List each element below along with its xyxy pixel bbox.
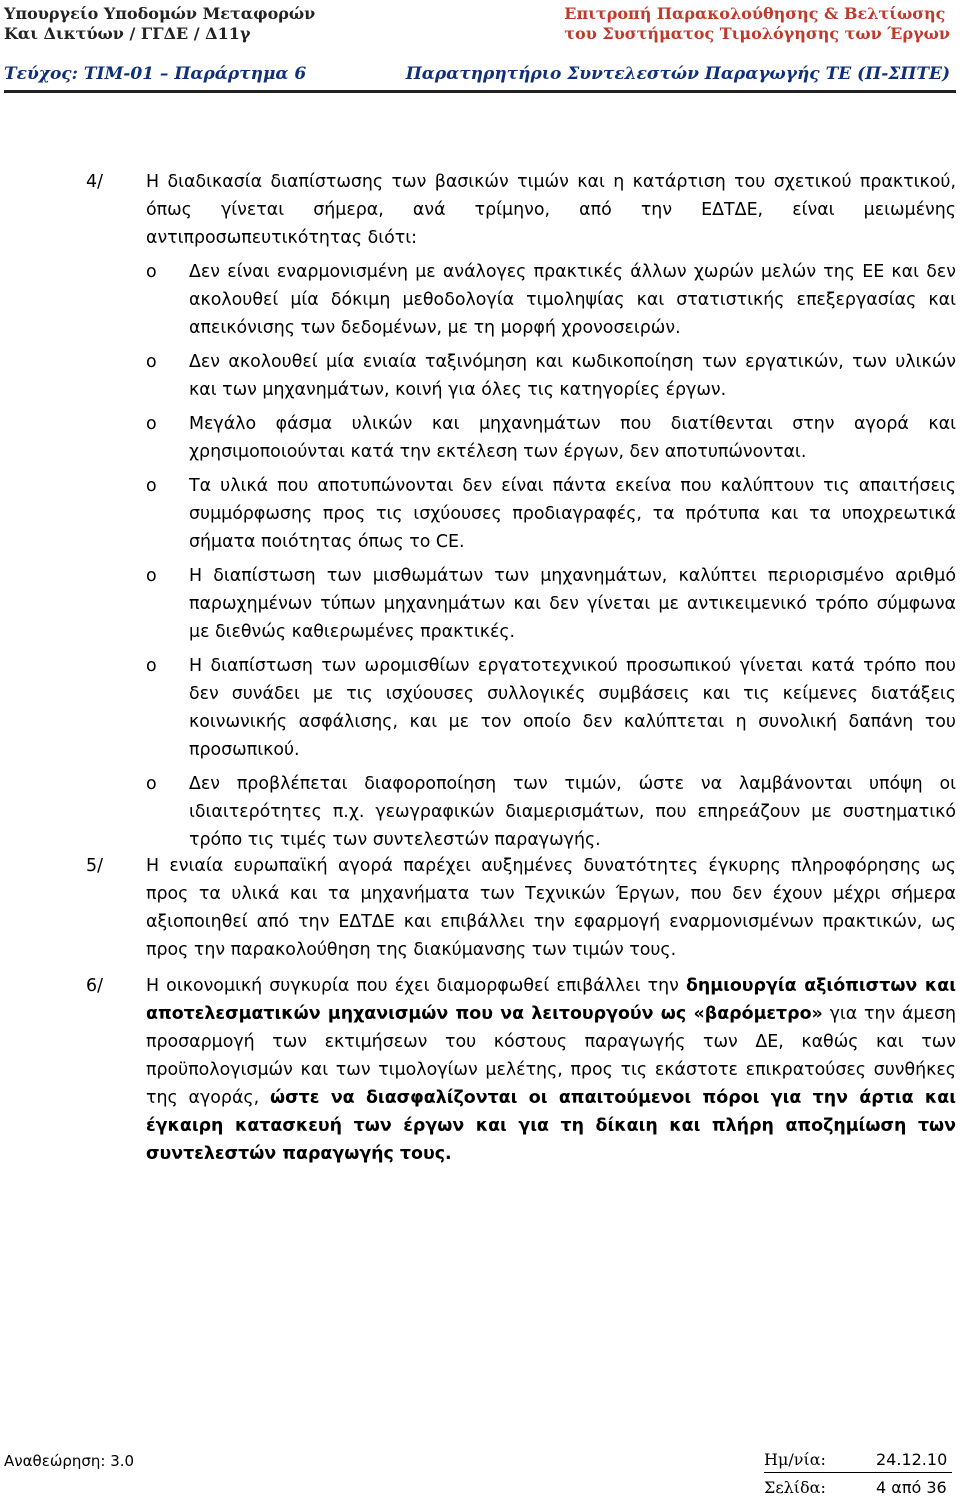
header-committee-line2: του Συστήματος Τιμολόγησης των Έργων — [564, 24, 950, 43]
paragraph-5-body — [86, 852, 956, 964]
header-divider — [4, 90, 956, 93]
list-item-text: Τα υλικά που αποτυπώνονται δεν είναι πάντα εκείνα που καλύπτουν τις απαιτήσεις συμμόρφωσης προς τις ισχύουσες προδιαγραφές, τα πρότυπα και τα υποχρεωτικά σήματα ποιότητας όπως το CE. — [189, 476, 956, 552]
paragraph-4-intro — [86, 168, 956, 252]
bullet-marker: o — [146, 414, 157, 434]
paragraph-4-number: 4/ — [86, 172, 103, 192]
header-committee-line1: Επιτροπή Παρακολούθησης & Βελτίωσης — [564, 4, 946, 23]
bullet-marker: o — [146, 262, 157, 282]
list-item-text: Η διαπίστωση των ωρομισθίων εργατοτεχνικού προσωπικού γίνεται κατά τρόπο που δεν συνάδει με τις ισχύουσες συλλογικές συμβάσεις και τις κείμενες διατάξεις κοινωνικής ασφάλισης, και με τον οποίο δεν καλύπτεται η συνολική δαπάνη του προσωπικού. — [189, 656, 956, 760]
list-item-text: Δεν ακολουθεί μία ενιαία ταξινόμηση και κωδικοποίηση των εργατικών, των υλικών και των μηχανημάτων, κοινή για όλες τις κατηγορίες έργων. — [189, 352, 956, 400]
paragraph-4-text: Η διαδικασία διαπίστωσης των βασικών τιμών και η κατάρτιση του σχετικού πρακτικού, όπως γίνεται σήμερα, ανά τρίμηνο, από την ΕΔΤΔΕ, είναι μειωμένης αντιπροσωπευτικότητας διότι: — [146, 172, 956, 248]
observatory-title: Παρατηρητήριο Συντελεστών Παραγωγής ΤΕ (Π-ΣΠΤΕ) — [405, 64, 950, 84]
list-item-text: Η διαπίστωση των μισθωμάτων των μηχανημάτων, καλύπτει περιορισμένο αριθμό παρωχημένων τύπων μηχανημάτων και δεν γίνεται με αντικειμενικό τρόπο σύμφωνα με διεθνώς καθιερωμένες πρακτικές. — [189, 566, 956, 642]
list-item — [146, 472, 956, 556]
list-item-text: Μεγάλο φάσμα υλικών και μηχανημάτων που διατίθενται στην αγορά και χρησιμοποιούνται κατά την εκτέλεση των έργων, δεν αποτυπώνονται. — [189, 414, 956, 462]
list-item-text: Δεν προβλέπεται διαφοροποίηση των τιμών, ώστε να λαμβάνονται υπόψη οι ιδιαιτερότητες π.χ. γεωγραφικών διαμερισμάτων, που επηρεάζουν με συστηματικό τρόπο τις τιμές των συντελεστών παραγωγής. — [189, 774, 956, 850]
page-label: Σελίδα: — [764, 1478, 826, 1497]
header-ministry — [4, 4, 315, 44]
paragraph-5 — [86, 852, 956, 964]
footer-divider — [764, 1472, 952, 1473]
document-issue-label: Τεύχος: ΤΙΜ-01 – Παράρτημα 6 — [4, 64, 307, 84]
footer-meta — [764, 1446, 947, 1502]
paragraph-6-text — [146, 972, 956, 1168]
footer-page-row — [764, 1474, 947, 1502]
paragraph-6 — [86, 972, 956, 1168]
paragraph-4-bullet-list — [86, 258, 956, 854]
bullet-marker: o — [146, 774, 157, 794]
header-committee — [564, 4, 950, 44]
list-item — [146, 562, 956, 646]
bullet-marker: o — [146, 566, 157, 586]
paragraph-6-body — [86, 972, 956, 1168]
header-ministry-line1: Υπουργείο Υποδομών Μεταφορών — [4, 4, 316, 23]
list-item — [146, 410, 956, 466]
paragraph-5-text: Η ενιαία ευρωπαϊκή αγορά παρέχει αυξημένες δυνατότητες έγκυρης πληροφόρησης ως προς τα υλικά και τα μηχανήματα των Τεχνικών Έργων, που δεν έχουν μέχρι σήμερα αξιοποιηθεί από την ΕΔΤΔΕ και επιβάλλει την εφαρμογή εναρμονισμένων πρακτικών, ως προς την παρακολούθηση της διακύμανσης των τιμών τους. — [146, 856, 956, 960]
header-ministry-line2: Και Δικτύων / ΓΓΔΕ / Δ11γ — [4, 24, 251, 43]
list-item — [146, 258, 956, 342]
bullet-marker: o — [146, 656, 157, 676]
paragraph-6-emphasis-1: δημιουργία αξιόπιστων και αποτελεσματικών μηχανισμών που να λειτουργούν ως «βαρόμετρο» — [146, 976, 956, 1024]
revision-label: Αναθεώρηση: 3.0 — [4, 1452, 135, 1470]
list-item — [146, 770, 956, 854]
date-value: 24.12.10 — [876, 1450, 948, 1469]
paragraph-6-emphasis-2: ώστε να διασφαλίζονται οι απαιτούμενοι πόροι για την άρτια και έγκαιρη κατασκευή των έργων και για τη δίκαιη και πλήρη αποζημίωση των συντελεστών παραγωγής τους. — [146, 1088, 957, 1164]
page-number: 4 από 36 — [876, 1478, 947, 1497]
list-item — [146, 652, 956, 764]
bullet-marker: o — [146, 476, 157, 496]
paragraph-6-text-part1: Η οικονομική συγκυρία που έχει διαμορφωθεί επιβάλλει την — [146, 976, 686, 996]
list-item — [146, 348, 956, 404]
date-label: Ημ/νία: — [764, 1450, 826, 1469]
paragraph-6-text-part2: για την άμεση προσαρμογή των εκτιμήσεων του κόστους παραγωγής των ΔΕ, καθώς και των προϋπολογισμών και των τιμολογίων μελέτης, προς τις εκάστοτε επικρατούσες συνθήκες της αγοράς, — [146, 1004, 956, 1108]
list-item-text: Δεν είναι εναρμονισμένη με ανάλογες πρακτικές άλλων χωρών μελών της ΕΕ και δεν ακολουθεί μία δόκιμη μεθοδολογία τιμοληψίας και στατιστικής επεξεργασίας και απεικόνισης των δεδομένων, με τη μορφή χρονοσειρών. — [189, 262, 956, 338]
paragraph-5-number: 5/ — [86, 856, 103, 876]
footer-date-row — [764, 1446, 947, 1474]
bullet-marker: o — [146, 352, 157, 372]
paragraph-4 — [86, 168, 956, 860]
paragraph-6-number: 6/ — [86, 976, 103, 996]
